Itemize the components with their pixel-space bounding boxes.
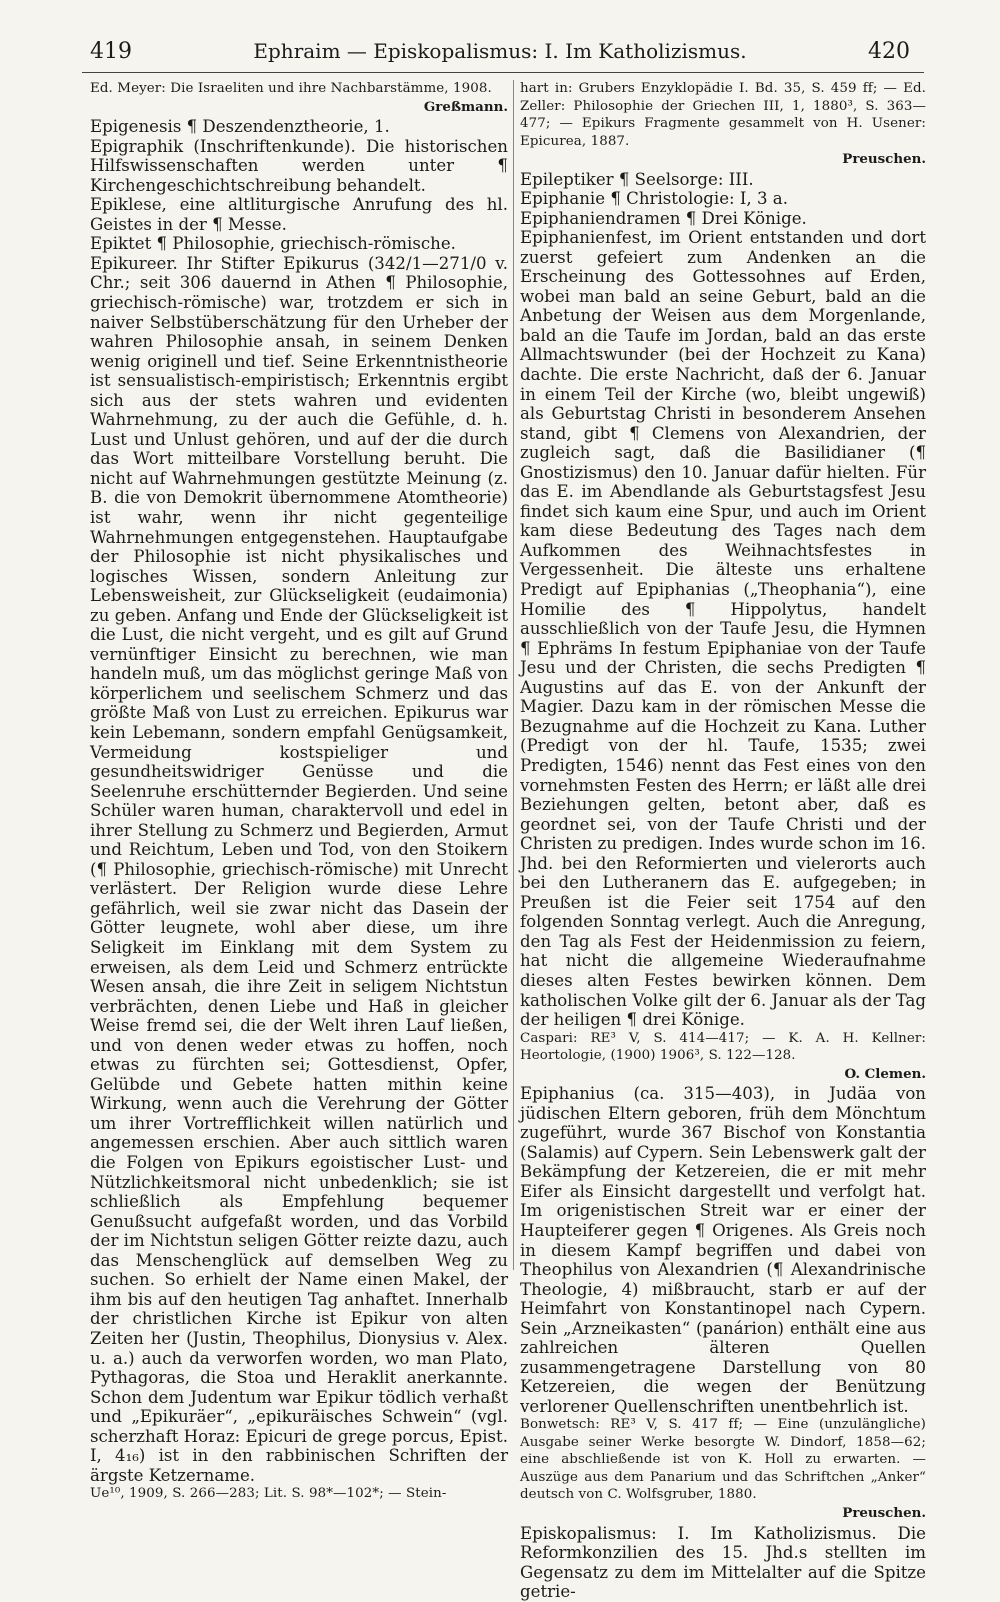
reference-ue: Ue¹⁰, 1909, S. 266—283; Lit. S. 98*—102*; — Stein- bbox=[90, 1486, 447, 1502]
column-divider bbox=[513, 80, 514, 1270]
author-signature: Preuschen. bbox=[842, 1504, 926, 1521]
running-title: Ephraim — Episkopalismus: I. Im Katholizismus. bbox=[253, 39, 747, 63]
entry-epiphanius: Epiphanius (ca. 315—403), in Judäa von jüdischen Eltern geboren, früh dem Mönchtum zugeführt, wurde 367 Bischof von Konstantia (Salamis) auf Cypern. Sein Lebenswerk galt der Bekämpfung der Ketzereien, die er mit mehr Eifer als Einsicht dargestellt und verfolgt hat. Im origenistischen Streit war er einer der Haupteiferer gegen ¶ Origenes. Als Greis noch in diesem Kampf begriffen und dabei von Theophilus von Alexandrien (¶ Alexandrinische Theologie, 4) mißbraucht, starb er auf der Heimfahrt von Konstantinopel nach Cypern. Sein „Arzneikasten“ (panárion) enthält eine aus zahlreichen älteren Quellen zusammengetragene Darstellung von 80 Ketzereien, die wegen der Benützung verlorener Quellenschriften unentbehrlich ist. bbox=[520, 1084, 926, 1416]
entry-epigenesis: Epigenesis ¶ Deszendenztheorie, 1. bbox=[90, 117, 390, 137]
reference-continuation: hart in: Grubers Enzyklopädie I. Bd. 35, S. 459 ff; — Ed. Zeller: Philosophie der Griechen III, 1, 1880³, S. 363—477; — Epikurs Fragmente gesammelt von H. Usener: Epicurea, 1887. bbox=[520, 81, 926, 149]
entry-epiklese: Epiklese, eine altliturgische Anrufung des hl. Geistes in der ¶ Messe. bbox=[90, 195, 508, 234]
author-signature: Greßmann. bbox=[423, 98, 508, 115]
entry-epigraphik: Epigraphik (Inschriftenkunde). Die historischen Hilfswissenschaften werden unter ¶ Kirchengeschichtschreibung behandelt. bbox=[90, 136, 508, 195]
entry-epikureer: Epikureer. Ihr Stifter Epikurus (342/1—271/0 v. Chr.; seit 306 dauernd in Athen ¶ Philosophie, griechisch-römische) war, trotzdem er sich in naiver Selbstüberschätzung für den Urheber der wahren Philosophie ansah, in seinem Denken wenig originell und tief. Seine Erkenntnistheorie ist sensualistisch-empiristisch; Erkenntnis ergibt sich aus der stets wahren und evidenten Wahrnehmung, zu der auch die Gefühle, d. h. Lust und Unlust gehören, und auf der die durch das Wort mitteilbare Vorstellung beruht. Die nicht auf Wahrnehmungen gestützte Meinung (z. B. die von Demokrit übernommene Atomtheorie) ist wahr, wenn ihr nicht gegenteilige Wahrnehmungen entgegenstehen. Hauptaufgabe der Philosophie ist nicht physikalisches und logisches Wissen, sondern Anleitung zur Lebensweisheit, zur Glückseligkeit (eudaimonia) zu geben. Anfang und Ende der Glückseligkeit ist die Lust, die nicht vergeht, und es gilt auf Grund vernünftiger Einsicht zu berechnen, wie man handeln muß, um das möglichst geringe Maß von körperlichem und seelischem Schmerz und das größte Maß von Lust zu erreichen. Epikurus war kein Lebemann, sondern empfahl Genügsamkeit, Vermeidung kostspieliger und gesundheitswidriger Genüsse und die Seelenruhe erschütternder Begierden. Und seine Schüler waren human, charaktervoll und edel in ihrer Stellung zu Schmerz und Begierden, Armut und Reichtum, Leben und Tod, von den Stoikern (¶ Philosophie, griechisch-römische) mit Unrecht verlästert. Der Religion wurde diese Lehre gefährlich, weil sie zwar nicht das Dasein der Götter leugnete, wohl aber diese, um ihre Seligkeit im Einklang mit dem System zu erweisen, als dem Leid und Schmerz entrückte Wesen ansah, die ihre Zeit in seligem Nichtstun verbrächten, denen Liebe und Haß in gleicher Weise fremd sei, die der Welt ihren Lauf ließen, und von denen weder etwas zu hoffen, noch etwas zu fürchten sei; Gottesdienst, Opfer, Gelübde und Gebete hatten mithin keine Wirkung, wenn auch die Verehrung der Götter um ihrer Vortrefflichkeit willen natürlich und angemessen erschien. Aber auch sittlich waren die Folgen von Epikurs egoistischer Lust- und Nützlichkeitsmoral nicht unbedenklich; sie ist schließlich als Empfehlung bequemer Genußsucht aufgefaßt worden, und das Vorbild der im Nichtstun seligen Götter reizte dazu, auch das Menschenglück auf demselben Weg zu suchen. So erhielt der Name einen Makel, der ihm bis auf den heutigen Tag anhaftet. Innerhalb der christlichen Kirche ist Epikur von alten Zeiten her (Justin, Theophilus, Dionysius v. Alex. u. a.) auch da verworfen worden, wo man Plato, Pythagoras, die Stoa und Heraklit anerkannte. Schon dem Judentum war Epikur tödlich verhaßt und „Epikuräer“, „epikuräisches Schwein“ (vgl. scherzhaft Horaz: Epicuri de grege porcus, Epist. I, 4₁₆) ist in den rabbinischen Schriften der ärgste Ketzername. bbox=[90, 253, 508, 1485]
reference-meyer: Ed. Meyer: Die Israeliten und ihre Nachbarstämme, 1908. bbox=[90, 81, 492, 96]
entry-episkopalismus: Episkopalismus: I. Im Katholizismus. Die Reformkonzilien des 15. Jhd.s stellten im Gegensatz zu dem im Mittelalter auf die Spitze getrie- bbox=[520, 1523, 926, 1602]
entry-epiphaniendramen: Epiphaniendramen ¶ Drei Könige. bbox=[520, 208, 807, 228]
entry-epiphanie: Epiphanie ¶ Christologie: I, 3 a. bbox=[520, 189, 788, 209]
right-column bbox=[520, 80, 926, 1602]
page-number-right: 420 bbox=[868, 38, 910, 64]
author-signature: O. Clemen. bbox=[844, 1065, 926, 1082]
page-header bbox=[90, 34, 910, 68]
header-rule bbox=[82, 72, 924, 73]
entry-epiphanienfest: Epiphanienfest, im Orient entstanden und dort zuerst gefeiert zum Andenken an die Erscheinung des Gottessohnes auf Erden, wobei man bald an seine Geburt, bald an die Anbetung der Weisen aus dem Morgenlande, bald an die Taufe im Jordan, bald an das erste Allmachtswunder (bei der Hochzeit zu Kana) dachte. Die erste Nachricht, daß der 6. Januar in einem Teil der Kirche (wo, bleibt ungewiß) als Geburtstag Christi in besonderem Ansehen stand, gibt ¶ Clemens von Alexandrien, der zugleich sagt, daß die Basilidianer (¶ Gnostizismus) den 10. Januar dafür hielten. Für das E. im Abendlande als Geburtstagsfest Jesu findet sich kaum eine Spur, und auch im Orient kam diese Bedeutung des Tages nach dem Aufkommen des Weihnachtsfestes in Vergessenheit. Die älteste uns erhaltene Predigt auf Epiphanias („Theophania“), eine Homilie des ¶ Hippolytus, handelt ausschließlich von der Taufe Jesu, die Hymnen ¶ Ephräms In festum Epiphaniae von der Taufe Jesu und der Christen, die sechs Predigten ¶ Augustins auf das E. von der Ankunft der Magier. Dazu kam in der römischen Messe die Bezugnahme auf die Hochzeit zu Kana. Luther (Predigt von der hl. Taufe, 1535; zwei Predigten, 1546) nennt das Fest eines von den vornehmsten Festen des Herrn; er läßt alle drei Beziehungen gelten, betont aber, daß es geordnet sei, von der Taufe Christi und der Christen zu predigen. Indes wurde schon im 16. Jhd. bei den Reformierten und vielerorts auch bei den Lutheranern das E. aufgegeben; in Preußen ist die Feier seit 1754 auf den folgenden Sonntag verlegt. Auch die Anregung, den Tag als Fest der Heidenmission zu feiern, hat nicht die allgemeine Wiederaufnahme dieses alten Festes bewirken können. Dem katholischen Volke gilt der 6. Januar als der Tag der heiligen ¶ drei Könige. bbox=[520, 228, 926, 1030]
reference-bonwetsch: Bonwetsch: RE³ V, S. 417 ff; — Eine (unzulängliche) Ausgabe seiner Werke besorgte W. Dindorf, 1858—62; eine abschließende ist von K. Holl zu erwarten. — Auszüge aus dem Panarium und das Schriftchen „Anker“ deutsch von C. Wolfsgruber, 1880. bbox=[520, 1417, 926, 1503]
reference-caspari: Caspari: RE³ V, S. 414—417; — K. A. H. Kellner: Heortologie, (1900) 1906³, S. 122—128. bbox=[520, 1030, 926, 1064]
entry-epileptiker: Epileptiker ¶ Seelsorge: III. bbox=[520, 169, 754, 189]
entry-epiktet: Epiktet ¶ Philosophie, griechisch-römische. bbox=[90, 234, 456, 254]
page-number-left: 419 bbox=[90, 38, 132, 64]
left-column bbox=[90, 80, 508, 1510]
author-signature: Preuschen. bbox=[842, 151, 926, 167]
